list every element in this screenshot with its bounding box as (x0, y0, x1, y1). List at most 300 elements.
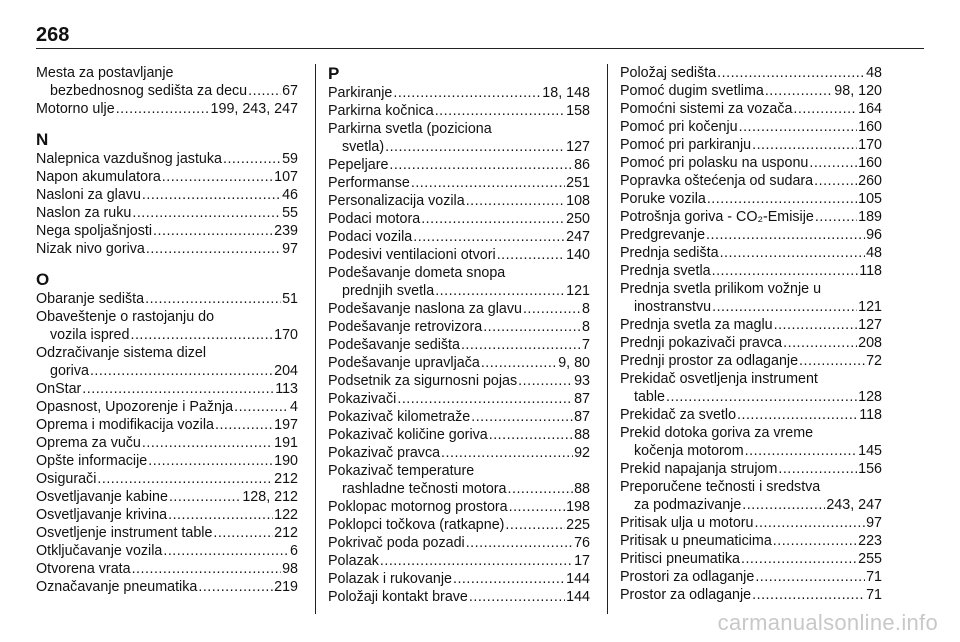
index-entry[interactable] (620, 64, 882, 82)
index-entry-page: 6 (290, 543, 298, 559)
dot-leader (815, 208, 857, 226)
index-entry-term: Pomoć pri polasku na usponu (620, 155, 809, 171)
dot-leader (518, 372, 573, 390)
dot-leader (741, 550, 857, 568)
index-entry-page: 51 (282, 291, 298, 307)
dot-leader (116, 100, 210, 118)
index-entry-term: Prednja svetla (620, 263, 711, 279)
index-entry[interactable] (620, 118, 882, 136)
index-entry-page: 197 (274, 417, 298, 433)
dot-leader (130, 326, 273, 344)
index-entry-term: Podešavanje upravljača (328, 355, 480, 371)
index-entry[interactable] (328, 336, 590, 354)
index-entry-term: Prednja svetla prilikom vožnje u (620, 281, 822, 297)
dot-leader (466, 192, 565, 210)
index-entry[interactable] (620, 316, 882, 334)
index-entry-term: Pritisak u pneumaticima (620, 533, 772, 549)
index-entry-term: Potrošnja goriva - CO₂-Emisije (620, 209, 814, 225)
index-entry[interactable] (36, 100, 298, 118)
index-entry-term: Poklopac motornog prostora (328, 499, 508, 515)
index-entry-term: Personalizacija vozila (328, 193, 465, 209)
index-entry-term: table (634, 389, 666, 405)
index-entry-page: 8 (582, 319, 590, 335)
index-entry-term: Pokazivač temperature (328, 463, 475, 479)
index-entry-page: 67 (282, 83, 298, 99)
index-entry-page: 7 (582, 337, 590, 353)
index-entry-term: goriva (50, 363, 89, 379)
index-entry[interactable] (328, 534, 590, 552)
index-entry[interactable] (328, 84, 590, 102)
index-entry[interactable] (620, 244, 882, 262)
index-entry-page: 121 (566, 283, 590, 299)
index-entry-page: 190 (274, 453, 298, 469)
index-entry-page: 72 (866, 353, 882, 369)
index-entry[interactable] (36, 150, 298, 168)
index-entry[interactable] (328, 228, 590, 246)
index-entry-page: 189 (858, 209, 882, 225)
dot-leader (712, 298, 857, 316)
dot-leader (145, 290, 281, 308)
index-entry[interactable] (328, 174, 590, 192)
index-entry-page: 93 (574, 373, 590, 389)
page-number: 268 (36, 24, 70, 46)
index-entry-page: 144 (566, 589, 590, 605)
index-entry[interactable] (328, 192, 590, 210)
index-entry[interactable] (328, 444, 590, 462)
index-entry[interactable] (620, 352, 882, 370)
index-entry[interactable] (328, 552, 590, 570)
index-entry-page: 199, 243, 247 (210, 101, 298, 117)
index-entry[interactable] (620, 100, 882, 118)
dot-leader (469, 588, 565, 606)
dot-leader (742, 496, 825, 514)
index-entry-page: 191 (274, 435, 298, 451)
index-entry[interactable] (620, 568, 882, 586)
index-entry-term: Pomoć pri parkiranju (620, 137, 752, 153)
index-entry-page: 212 (274, 525, 298, 541)
index-entry-page: 4 (290, 399, 298, 415)
index-entry[interactable] (36, 488, 298, 506)
index-entry-page: 96 (866, 227, 882, 243)
index-entry[interactable] (328, 516, 590, 534)
dot-leader (148, 452, 273, 470)
index-entry[interactable] (36, 506, 298, 524)
column-separator (315, 64, 316, 614)
index-entry-term: Prekid napajanja strujom (620, 461, 778, 477)
index-entry-term: bezbednosnog sedišta za decu (50, 83, 248, 99)
index-entry[interactable] (620, 424, 882, 460)
index-letter-heading: N (36, 130, 49, 149)
index-entry-page: 46 (282, 187, 298, 203)
dot-leader (435, 282, 565, 300)
dot-leader (198, 578, 273, 596)
dot-leader (773, 532, 857, 550)
index-entry[interactable] (36, 240, 298, 258)
index-entry-term: Nasloni za glavu (36, 187, 141, 203)
index-entry-page: 97 (866, 515, 882, 531)
index-entry-term: Popravka oštećenja od sudara (620, 173, 814, 189)
index-entry-term: Poklopci točkova (ratkapne) (328, 517, 505, 533)
index-entry-page: 87 (574, 391, 590, 407)
index-entry[interactable] (620, 190, 882, 208)
dot-leader (783, 334, 857, 352)
index-entry-term: Parkirna svetla (poziciona (328, 121, 492, 137)
index-entry-page: 198 (566, 499, 590, 515)
index-column-2 (328, 64, 590, 606)
dot-leader (666, 388, 857, 406)
index-entry-term: Prednja svetla za maglu (620, 317, 773, 333)
index-entry-page: 140 (566, 247, 590, 263)
index-entry-page: 144 (566, 571, 590, 587)
index-entry[interactable] (620, 82, 882, 100)
index-entry-term: rashladne tečnosti motora (342, 481, 507, 497)
index-entry-term: Podaci vozila (328, 229, 413, 245)
index-entry-page: 92 (574, 445, 590, 461)
index-entry-term: Naslon za ruku (36, 205, 132, 221)
index-entry-term: OnStar (36, 381, 82, 397)
dot-leader (82, 380, 274, 398)
index-entry-page: 145 (858, 443, 882, 459)
index-entry[interactable] (620, 262, 882, 280)
index-entry[interactable] (620, 460, 882, 478)
index-entry-page: 247 (566, 229, 590, 245)
index-entry-term: Osvetljenje instrument table (36, 525, 213, 541)
index-entry-page: 48 (866, 65, 882, 81)
index-entry[interactable] (328, 372, 590, 390)
index-entry-page: 212 (274, 471, 298, 487)
index-entry[interactable] (620, 370, 882, 406)
index-entry-page: 71 (866, 569, 882, 585)
dot-leader (389, 156, 573, 174)
index-entry-page: 98, 120 (834, 83, 882, 99)
dot-leader (146, 240, 281, 258)
index-entry-page: 118 (859, 407, 882, 423)
header-rule (36, 48, 924, 49)
dot-leader (223, 150, 281, 168)
index-entry[interactable] (328, 102, 590, 120)
index-entry[interactable] (620, 550, 882, 568)
index-entry[interactable] (36, 290, 298, 308)
dot-leader (385, 138, 565, 156)
index-entry[interactable] (620, 406, 882, 424)
index-column-3 (620, 64, 882, 604)
index-entry[interactable] (36, 470, 298, 488)
dot-leader (248, 82, 281, 100)
index-entry[interactable] (328, 498, 590, 516)
index-entry-page: 98 (282, 561, 298, 577)
dot-leader (397, 390, 573, 408)
index-entry-term: Nalepnica vazdušnog jastuka (36, 151, 222, 167)
index-entry[interactable] (328, 588, 590, 606)
index-entry-term: Prostor za odlaganje (620, 587, 752, 603)
index-entry[interactable] (36, 524, 298, 542)
index-entry[interactable] (36, 542, 298, 560)
index-entry-page: 97 (282, 241, 298, 257)
index-entry-term: Pritisci pneumatika (620, 551, 740, 567)
index-entry[interactable] (36, 204, 298, 222)
index-entry-term: Pritisak ulja u motoru (620, 515, 754, 531)
index-entry-page: 255 (858, 551, 882, 567)
index-entry-term: Odzračivanje sistema dizel (36, 345, 207, 361)
index-entry[interactable] (36, 344, 298, 380)
dot-leader (739, 118, 858, 136)
index-entry-term: Položaj sedišta (620, 65, 717, 81)
dot-leader (471, 408, 573, 426)
dot-leader (765, 82, 833, 100)
index-entry[interactable] (620, 334, 882, 352)
index-entry[interactable] (328, 318, 590, 336)
index-entry-page: 250 (566, 211, 590, 227)
index-entry-term: vozila ispred (50, 327, 130, 343)
index-entry-page: 108 (566, 193, 590, 209)
index-entry[interactable] (620, 208, 882, 226)
index-entry-page: 170 (274, 327, 298, 343)
index-entry[interactable] (36, 64, 298, 100)
index-entry[interactable] (328, 408, 590, 426)
index-letter-heading: P (328, 64, 340, 83)
index-entry-term: Podešavanje dometa snopa (328, 265, 506, 281)
dot-leader (168, 506, 273, 524)
dot-leader (441, 444, 573, 462)
dot-leader (153, 222, 273, 240)
index-entry-term: Mesta za postavljanje (36, 65, 174, 81)
dot-leader (169, 488, 241, 506)
index-entry-term: za podmazivanje (634, 497, 742, 513)
index-entry[interactable] (36, 560, 298, 578)
index-entry-page: 76 (574, 535, 590, 551)
index-entry[interactable] (620, 172, 882, 190)
index-entry-page: 158 (566, 103, 590, 119)
index-entry-term: Prednji prostor za odlaganje (620, 353, 799, 369)
index-entry[interactable] (36, 380, 298, 398)
index-entry-page: 48 (866, 245, 882, 261)
index-entry-term: Podesivi ventilacioni otvori (328, 247, 496, 263)
dot-leader (466, 534, 573, 552)
dot-leader (508, 480, 574, 498)
dot-leader (142, 434, 273, 452)
index-entry-term: Prostori za odlaganje (620, 569, 755, 585)
index-entry-page: 59 (282, 151, 298, 167)
index-entry-page: 160 (858, 155, 882, 171)
index-entry-term: kočenja motorom (634, 443, 744, 459)
dot-leader (162, 168, 273, 186)
index-entry-page: 122 (274, 507, 298, 523)
index-entry-term: Podaci motora (328, 211, 421, 227)
index-entry[interactable] (328, 300, 590, 318)
index-entry-term: Predgrevanje (620, 227, 706, 243)
index-entry[interactable] (328, 120, 590, 156)
index-entry-term: Osvetljavanje kabine (36, 489, 168, 505)
column-separator (607, 64, 608, 614)
index-entry-term: prednjih svetla (342, 283, 435, 299)
dot-leader (509, 498, 566, 516)
index-entry-term: Napon akumulatora (36, 169, 161, 185)
index-entry[interactable] (328, 246, 590, 264)
index-entry-term: Prekid dotoka goriva za vreme (620, 425, 814, 441)
index-entry[interactable] (620, 478, 882, 514)
index-entry-page: 127 (858, 317, 882, 333)
index-entry-page: 86 (574, 157, 590, 173)
dot-leader (712, 262, 859, 280)
index-entry-page: 223 (858, 533, 882, 549)
index-entry-page: 18, 148 (542, 85, 590, 101)
index-entry-term: Pokazivač pravca (328, 445, 441, 461)
index-entry-term: Opasnost, Upozorenje i Pažnja (36, 399, 234, 415)
index-letter-heading: O (36, 270, 50, 289)
index-entry-term: Osvetljavanje krivina (36, 507, 168, 523)
index-entry[interactable] (328, 390, 590, 408)
index-entry-term: Nega spoljašnjosti (36, 223, 153, 239)
index-entry-page: 251 (566, 175, 590, 191)
dot-leader (142, 186, 281, 204)
index-entry[interactable] (620, 532, 882, 550)
index-entry-page: 164 (858, 101, 882, 117)
dot-leader (461, 336, 581, 354)
index-entry-page: 55 (282, 205, 298, 221)
index-entry-term: Opšte informacije (36, 453, 148, 469)
index-entry-term: Podešavanje sedišta (328, 337, 460, 353)
index-entry[interactable] (36, 452, 298, 470)
index-entry[interactable] (36, 578, 298, 596)
index-entry[interactable] (36, 434, 298, 452)
index-entry-page: 128, 212 (242, 489, 298, 505)
index-entry-page: 107 (274, 169, 298, 185)
index-entry[interactable] (36, 308, 298, 344)
dot-leader (505, 516, 565, 534)
dot-leader (523, 300, 581, 318)
index-entry-term: Označavanje pneumatika (36, 579, 198, 595)
dot-leader (814, 172, 857, 190)
index-entry[interactable] (620, 514, 882, 532)
index-entry-term: Prekidač za svetlo (620, 407, 737, 423)
dot-leader (393, 84, 541, 102)
index-entry-term: Performanse (328, 175, 410, 191)
index-entry-term: Podešavanje retrovizora (328, 319, 483, 335)
index-entry-page: 260 (858, 173, 882, 189)
index-entry-page: 87 (574, 409, 590, 425)
index-entry[interactable] (328, 462, 590, 498)
index-entry-term: Motorno ulje (36, 101, 115, 117)
index-entry-term: Otključavanje vozila (36, 543, 163, 559)
index-entry[interactable] (620, 586, 882, 604)
index-entry-term: Obaveštenje o rastojanju do (36, 309, 215, 325)
index-entry[interactable] (36, 398, 298, 416)
index-entry-term: Obaranje sedišta (36, 291, 145, 307)
dot-leader (435, 102, 565, 120)
index-entry-page: 17 (574, 553, 590, 569)
dot-leader (453, 570, 565, 588)
index-entry[interactable] (328, 354, 590, 372)
index-entry-page: 160 (858, 119, 882, 135)
dot-leader (707, 190, 857, 208)
index-entry[interactable] (620, 154, 882, 172)
dot-leader (421, 210, 565, 228)
index-entry-page: 239 (274, 223, 298, 239)
index-entry[interactable] (36, 222, 298, 240)
index-entry-page: 128 (858, 389, 882, 405)
dot-leader (774, 316, 858, 334)
index-entry[interactable] (36, 416, 298, 434)
dot-leader (745, 442, 857, 460)
index-entry[interactable] (36, 168, 298, 186)
index-entry-term: Preporučene tečnosti i sredstva (620, 479, 821, 495)
index-entry-term: Podsetnik za sigurnosni pojas (328, 373, 518, 389)
index-entry-term: Pomoć pri kočenju (620, 119, 738, 135)
dot-leader (737, 406, 858, 424)
index-entry[interactable] (328, 210, 590, 228)
index-entry-page: 243, 247 (826, 497, 882, 513)
index-entry-term: Pepeljare (328, 157, 389, 173)
dot-leader (793, 100, 857, 118)
index-entry-term: Polazak (328, 553, 379, 569)
index-entry-page: 219 (274, 579, 298, 595)
watermark: carmanualsonline.info (717, 610, 938, 635)
index-entry-page: 118 (859, 263, 882, 279)
dot-leader (717, 64, 865, 82)
dot-leader (132, 560, 282, 578)
dot-leader (132, 204, 281, 222)
index-entry-term: Pomoćni sistemi za vozača (620, 101, 793, 117)
index-entry[interactable] (36, 186, 298, 204)
index-entry-page: 204 (274, 363, 298, 379)
index-entry[interactable] (328, 426, 590, 444)
index-entry-term: Oprema za vuču (36, 435, 141, 451)
dot-leader (799, 352, 865, 370)
index-entry-term: Nizak nivo goriva (36, 241, 145, 257)
index-entry-term: Pomoć dugim svetlima (620, 83, 764, 99)
index-entry-page: 9, 80 (558, 355, 590, 371)
index-entry[interactable] (620, 280, 882, 316)
dot-leader (215, 416, 273, 434)
index-entry-term: Prekidač osvetljenja instrument (620, 371, 818, 387)
index-entry-page: 225 (566, 517, 590, 533)
index-entry-term: Prednja sedišta (620, 245, 719, 261)
dot-leader (483, 318, 581, 336)
index-entry-page: 170 (858, 137, 882, 153)
dot-leader (752, 586, 865, 604)
index-entry-term: Parkiranje (328, 85, 393, 101)
index-entry[interactable] (620, 226, 882, 244)
index-entry[interactable] (328, 570, 590, 588)
index-entry-term: Parkirna kočnica (328, 103, 434, 119)
index-entry[interactable] (328, 264, 590, 300)
index-entry-term: Prednji pokazivači pravca (620, 335, 783, 351)
dot-leader (213, 524, 273, 542)
index-entry-page: 127 (566, 139, 590, 155)
index-entry-term: Poruke vozila (620, 191, 706, 207)
dot-leader (489, 426, 573, 444)
dot-leader (755, 568, 865, 586)
index-entry-page: 88 (574, 481, 590, 497)
index-entry-page: 113 (275, 381, 298, 397)
dot-leader (720, 244, 866, 262)
index-entry-term: Pokrivač poda pozadi (328, 535, 465, 551)
index-entry-term: Pokazivač količine goriva (328, 427, 488, 443)
index-entry-page: 156 (858, 461, 882, 477)
index-entry-term: Osigurači (36, 471, 97, 487)
index-entry-page: 208 (858, 335, 882, 351)
index-entry-term: Položaji kontakt brave (328, 589, 468, 605)
index-entry-term: Polazak i rukovanje (328, 571, 452, 587)
index-entry-page: 121 (858, 299, 882, 315)
dot-leader (90, 362, 273, 380)
dot-leader (97, 470, 273, 488)
dot-leader (163, 542, 289, 560)
index-entry[interactable] (620, 136, 882, 154)
index-entry[interactable] (328, 156, 590, 174)
dot-leader (755, 514, 866, 532)
dot-leader (234, 398, 289, 416)
